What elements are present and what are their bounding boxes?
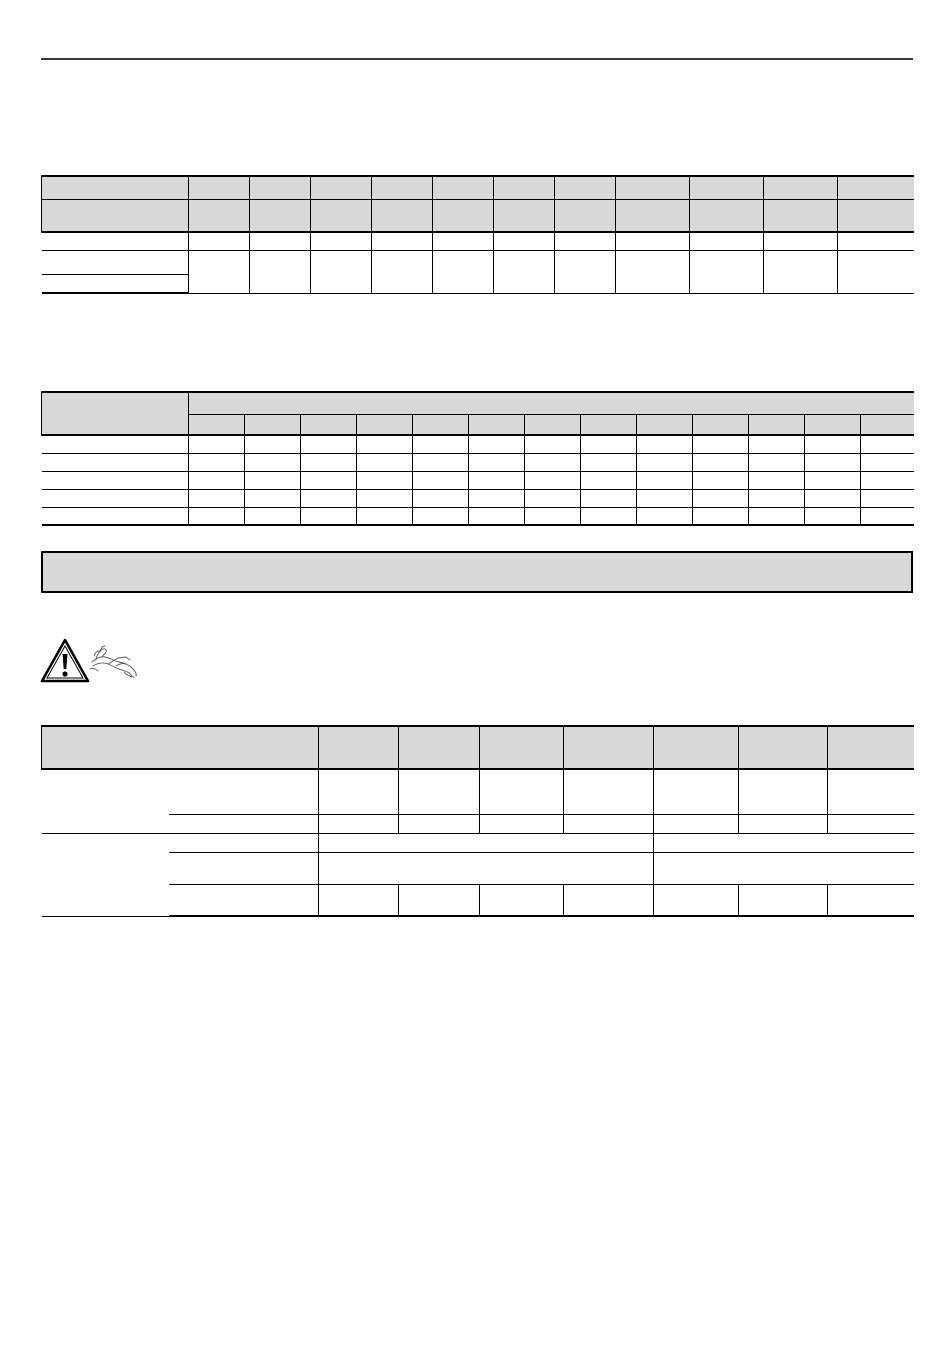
table-cell [494,232,555,250]
row-label-cell [42,250,189,274]
header-cell [616,176,690,199]
header-cell [494,199,555,232]
table-cell [564,884,654,916]
header-cell [399,726,480,769]
header-cell [301,414,357,435]
header-cell [42,726,319,769]
header-cell [189,414,245,435]
table-cell [555,250,616,293]
table-cell [654,814,739,833]
table-cell [319,769,399,814]
table-cell [693,507,749,525]
table-cell [739,814,828,833]
table-cell [581,471,637,489]
table-cell [245,453,301,471]
table-row [42,833,914,852]
spec-table-3 [41,725,914,917]
table-cell [581,453,637,471]
table-cell [413,453,469,471]
table-cell [861,489,914,507]
hand-tool-icon [88,642,140,680]
warning-triangle-icon [40,638,90,684]
header-cell [581,414,637,435]
table-cell [690,250,764,293]
merged-cell [654,833,914,852]
table-cell [764,232,838,250]
table-cell [250,232,311,250]
header-cell [42,199,189,232]
header-cell [690,199,764,232]
table-cell [189,232,250,250]
table-cell [828,814,914,833]
table-cell [637,471,693,489]
table-cell [319,884,399,916]
row-label-cell [42,274,189,293]
header-cell [311,199,372,232]
row-label-cell [169,852,319,884]
table-cell [693,489,749,507]
table-cell [469,471,525,489]
spec-table-1 [41,175,914,294]
spec-table-2 [41,391,914,526]
header-cell [372,176,433,199]
table-cell [319,814,399,833]
table-cell [189,453,245,471]
header-cell [739,726,828,769]
table-row [42,435,914,453]
table-cell [828,884,914,916]
table-cell [189,250,250,293]
table-cell [413,435,469,453]
table-cell [357,453,413,471]
row-label-cell [42,435,189,453]
table-cell [469,507,525,525]
table-row [42,814,914,833]
table-row [42,453,914,471]
row-label-cell [42,232,189,250]
merged-cell [654,852,914,884]
header-cell [616,199,690,232]
table-row [42,489,914,507]
table-cell [525,489,581,507]
row-label-cell [42,507,189,525]
table-cell [749,453,805,471]
table-cell [433,250,494,293]
note-box [41,551,913,593]
table-cell [189,471,245,489]
table-cell [805,489,861,507]
header-cell [250,176,311,199]
header-cell [637,414,693,435]
table-cell [413,507,469,525]
table-cell [301,489,357,507]
table-cell [805,507,861,525]
table-cell [413,489,469,507]
header-cell [564,726,654,769]
table-cell [372,232,433,250]
table-cell [805,471,861,489]
table-cell [245,507,301,525]
table-cell [555,232,616,250]
table-cell [693,471,749,489]
table-cell [693,435,749,453]
table-cell [805,435,861,453]
table-cell [739,884,828,916]
table-row [42,507,914,525]
table-cell [861,507,914,525]
table-cell [301,453,357,471]
table-cell [861,453,914,471]
table-cell [581,435,637,453]
header-cell [372,199,433,232]
table-cell [357,435,413,453]
table-row [42,250,914,274]
table-cell [189,507,245,525]
table-row [42,471,914,489]
table-cell [301,471,357,489]
table-cell [838,250,914,293]
merged-cell [319,833,654,852]
table-cell [693,453,749,471]
table-cell [413,471,469,489]
table-row [42,232,914,250]
header-cell [311,176,372,199]
header-cell [764,176,838,199]
row-label-cell [169,769,319,814]
table-cell [399,769,480,814]
table-cell [245,435,301,453]
table-cell [581,489,637,507]
table-cell [189,435,245,453]
merged-cell [319,852,654,884]
table-cell [616,232,690,250]
table-cell [301,435,357,453]
table-cell [654,884,739,916]
table-header-row [42,726,914,769]
table-header-row [42,392,914,414]
header-cell [245,414,301,435]
header-cell [319,726,399,769]
header-cell [828,726,914,769]
header-cell [433,176,494,199]
table-cell [433,232,494,250]
row-label-cell [169,884,319,916]
table-cell [749,489,805,507]
table-cell [861,435,914,453]
table-cell [245,489,301,507]
table-cell [399,814,480,833]
header-cell [693,414,749,435]
table-cell [616,250,690,293]
row-label-cell [42,453,189,471]
table-cell [480,814,564,833]
table-row [42,769,914,814]
header-cell [690,176,764,199]
header-cell [469,414,525,435]
table-cell [564,814,654,833]
header-cell [480,726,564,769]
table-cell [749,435,805,453]
table-cell [581,507,637,525]
table-cell [749,471,805,489]
header-cell [749,414,805,435]
group-label-cell [42,769,169,833]
header-cell [357,414,413,435]
table-cell [690,232,764,250]
table-cell [828,769,914,814]
table-cell [637,453,693,471]
row-label-cell [42,489,189,507]
table-cell [749,507,805,525]
table-cell [764,250,838,293]
table-cell [357,471,413,489]
table-cell [739,769,828,814]
table-cell [469,435,525,453]
table-cell [480,769,564,814]
table-cell [637,507,693,525]
table-row [42,852,914,884]
group-label-cell [42,833,169,916]
header-cell [413,414,469,435]
header-cell [764,199,838,232]
header-cell [189,392,914,414]
table-cell [525,471,581,489]
table-cell [525,507,581,525]
table-cell [838,232,914,250]
header-cell [494,176,555,199]
row-label-cell [169,833,319,852]
header-cell [805,414,861,435]
header-cell [555,176,616,199]
table-cell [311,232,372,250]
row-label-cell [42,471,189,489]
table-row [42,884,914,916]
table-cell [480,884,564,916]
header-cell [654,726,739,769]
table-cell [357,507,413,525]
table-cell [469,453,525,471]
header-cell [250,199,311,232]
table-cell [861,471,914,489]
header-cell [838,199,914,232]
table-cell [245,471,301,489]
table-cell [189,489,245,507]
table-cell [399,884,480,916]
table-cell [525,453,581,471]
table-cell [564,769,654,814]
header-cell [42,392,189,435]
table-header-row [42,176,914,199]
header-cell [433,199,494,232]
table-cell [637,435,693,453]
table-cell [494,250,555,293]
table-cell [469,489,525,507]
top-rule [41,58,913,60]
table-cell [357,489,413,507]
table-header-row [42,199,914,232]
row-label-cell [169,814,319,833]
table-cell [654,769,739,814]
table-cell [250,250,311,293]
table-cell [311,250,372,293]
table-cell [301,507,357,525]
table-cell [805,453,861,471]
header-cell [555,199,616,232]
table-cell [525,435,581,453]
header-cell [838,176,914,199]
header-cell [189,199,250,232]
header-cell [189,176,250,199]
header-cell [861,414,914,435]
header-cell [525,414,581,435]
table-cell [637,489,693,507]
table-cell [372,250,433,293]
header-cell [42,176,189,199]
